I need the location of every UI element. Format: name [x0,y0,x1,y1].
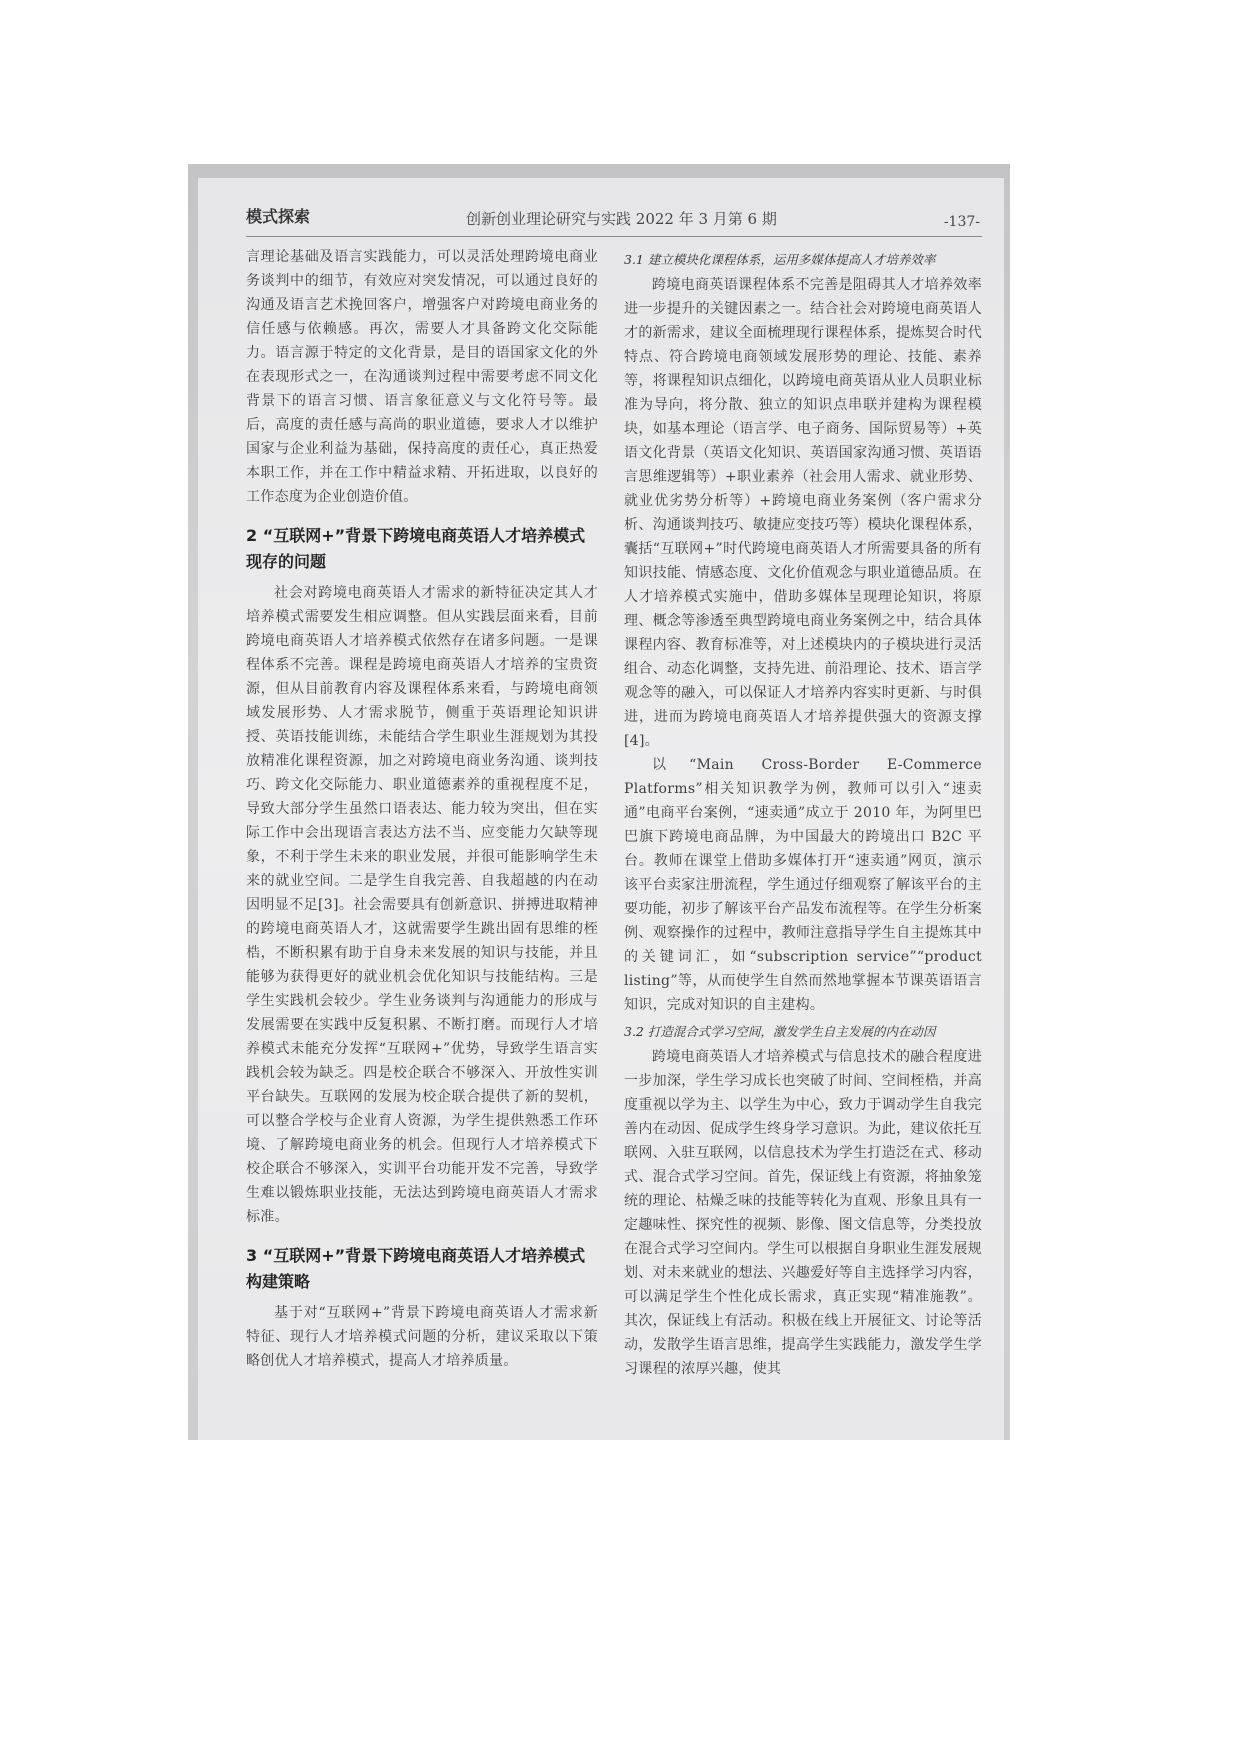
paragraph: 基于对“互联网+”背景下跨境电商英语人才需求新特征、现行人才培养模式问题的分析，建议采取以下策略创优人才培养模式，提高人才培养质量。 [246,1305,598,1369]
subsection-heading: 3.1 建立模块化课程体系，运用多媒体提高人才培养效率 [624,252,936,267]
two-column-body [246,245,982,1381]
left-column [246,245,598,1381]
paragraph: 跨境电商英语课程体系不完善是阻碍其人才培养效率进一步提升的关键因素之一。结合社会对跨境电商英语人才的新需求，建议全面梳理现行课程体系，提炼契合时代特点、符合跨境电商领域发展形势的理论、技能、素养等，将课程知识点细化，以跨境电商英语从业人员职业标准为导向，将分散、独立的知识点串联并建构为课程模块，如基本理论（语言学、电子商务、国际贸易等）+英语文化背景（英语文化知识、英语国家沟通习惯、英语语言思维逻辑等）+职业素养（社会用人需求、就业形势、就业优劣势分析等）+跨境电商业务案例（客户需求分析、沟通谈判技巧、敏捷应变技巧等）模块化课程体系，囊括“互联网+”时代跨境电商英语人才所需要具备的所有知识技能、情感态度、文化价值观念与职业道德品质。在人才培养模式实施中，借助多媒体呈现理论知识，将原理、概念等渗透至典型跨境电商业务案例之中，结合具体课程内容、教育标准等，对上述模块内的子模块进行灵活组合、动态化调整，支持先进、前沿理论、技术、语言学观念等的融入，可以保证人才培养内容实时更新、与时俱进，进而为跨境电商英语人才培养提供强大的资源支撑[4]。 [624,277,982,749]
page-header [246,200,982,237]
paragraph: 以“Main Cross-Border E-Commerce Platforms”相关知识教学为例，教师可以引入“速卖通”电商平台案例，“速卖通”成立于 2010 年，为阿里巴巴旗下跨境电商品牌，为中国最大的跨境出口 B2C 平台。教师在课堂上借助多媒体打开“速卖通”网页，演示该平台卖家注册流程，学生通过仔细观察了解该平台的主要功能，初步了解该平台产品发布流程等。在学生分析案例、观察操作的过程中，教师注意指导学生自主提炼其中的关键词汇，如“subscription service”“product listing”等，从而使学生自然而然地掌握本节课英语语言知识，完成对知识的自主建构。 [624,757,982,1013]
section-heading: 3 “互联网+”背景下跨境电商英语人才培养模式构建策略 [246,1246,586,1291]
paragraph: 言理论基础及语言实践能力，可以灵活处理跨境电商业务谈判中的细节，有效应对突发情况，可以通过良好的沟通及语言艺术挽回客户，增强客户对跨境电商业务的信任感与依赖感。再次，需要人才具备跨文化交际能力。语言源于特定的文化背景，是目的语国家文化的外在表现形式之一，在沟通谈判过程中需要考虑不同文化背景下的语言习惯、语言象征意义与文化符号等。最后，高度的责任感与高尚的职业道德，要求人才以维护国家与企业利益为基础，保持高度的责任心，真正热爱本职工作，并在工作中精益求精、开拓进取，以良好的工作态度为企业创造价值。 [246,249,598,505]
section-tag: 模式探索 [246,207,311,226]
section-heading: 2 “互联网+”背景下跨境电商英语人才培养模式现存的问题 [246,526,586,571]
right-column [624,245,982,1381]
journal-page [198,178,1004,1440]
journal-title: 创新创业理论研究与实践 2022 年 3 月第 6 期 [466,210,777,228]
photo-background [188,164,1010,1440]
paragraph: 社会对跨境电商英语人才需求的新特征决定其人才培养模式需要发生相应调整。但从实践层面来看，目前跨境电商英语人才培养模式依然存在诸多问题。一是课程体系不完善。课程是跨境电商英语人才培养的宝贵资源，但从目前教育内容及课程体系来看，与跨境电商领域发展形势、人才需求脱节，侧重于英语理论知识讲授、英语技能训练，未能结合学生职业生涯规划为其投放精准化课程资源，加之对跨境电商业务沟通、谈判技巧、跨文化交际能力、职业道德素养的重视程度不足，导致大部分学生虽然口语表达、能力较为突出，但在实际工作中会出现语言表达方法不当、应变能力欠缺等现象，不利于学生未来的职业发展，并很可能影响学生未来的就业空间。二是学生自我完善、自我超越的内在动因明显不足[3]。社会需要具有创新意识、拼搏进取精神的跨境电商英语人才，这就需要学生跳出固有思维的桎梏，不断积累有助于自身未来发展的知识与技能，并且能够为获得更好的就业机会优化知识与技能结构。三是学生实践机会较少。学生业务谈判与沟通能力的形成与发展需要在实践中反复积累、不断打磨。而现行人才培养模式未能充分发挥“互联网+”优势，导致学生语言实践机会较为缺乏。四是校企联合不够深入、开放性实训平台缺失。互联网的发展为校企联合提供了新的契机，可以整合学校与企业育人资源，为学生提供熟悉工作环境、了解跨境电商业务的机会。但现行人才培养模式下校企联合不够深入，实训平台功能开发不完善，导致学生难以锻炼职业技能，无法达到跨境电商英语人才需求标准。 [246,585,598,1225]
page-number: -137- [943,214,980,230]
paragraph: 跨境电商英语人才培养模式与信息技术的融合程度进一步加深，学生学习成长也突破了时间、空间桎梏，并高度重视以学为主、以学生为中心，致力于调动学生自我完善内在动因、促成学生终身学习意识。为此，建议依托互联网、入驻互联网，以信息技术为学生打造泛在式、移动式、混合式学习空间。首先，保证线上有资源，将抽象笼统的理论、枯燥乏味的技能等转化为直观、形象且具有一定趣味性、探究性的视频、影像、图文信息等，分类投放在混合式学习空间内。学生可以根据自身职业生涯发展规划、对未来就业的想法、兴趣爱好等自主选择学习内容，可以满足学生个性化成长需求，真正实现“精准施教”。其次，保证线上有活动。积极在线上开展征文、讨论等活动，发散学生语言思维，提高学生实践能力，激发学生学习课程的浓厚兴趣，使其 [624,1049,982,1377]
subsection-heading: 3.2 打造混合式学习空间，激发学生自主发展的内在动因 [624,1024,936,1039]
